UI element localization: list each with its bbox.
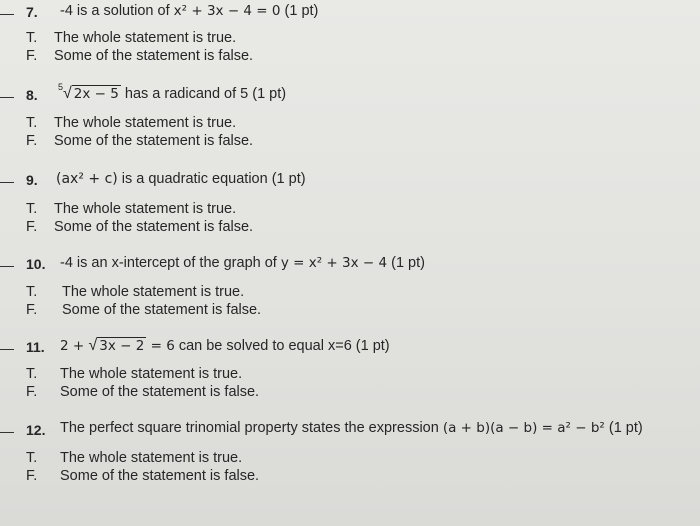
option-false: F. Some of the statement is false. <box>26 468 260 484</box>
answer-blank[interactable] <box>0 14 14 15</box>
question-stem: (ax² + c) is a quadratic equation (1 pt) <box>56 171 306 187</box>
question-stem: 2 + √ 3x − 2 = 6 can be solved to equal x=6 (1 pt) <box>60 337 390 354</box>
option-false: F. Some of the statement is false. <box>26 133 254 149</box>
question-stem: -4 is a solution of x² + 3x − 4 = 0 (1 pt) <box>60 3 319 19</box>
answer-blank[interactable] <box>0 432 14 433</box>
option-false: F. Some of the statement is false. <box>26 384 260 400</box>
equation: y = x² + 3x − 4 <box>280 255 388 271</box>
option-true: T. The whole statement is true. <box>26 450 243 466</box>
equation: x² + 3x − 4 = 0 <box>173 3 281 19</box>
question-stem: $^5$√ 2x − 5 has a radicand of 5 (1 pt) <box>58 82 287 102</box>
radicand: 3x − 2 <box>99 338 145 354</box>
question-number: 9. <box>26 172 38 188</box>
option-true: T. The whole statement is true. <box>26 366 243 382</box>
question-number: 8. <box>26 87 38 103</box>
root-index: 5 <box>58 82 64 92</box>
question-number: 7. <box>26 4 38 20</box>
option-true: T. The whole statement is true. <box>26 284 245 300</box>
radical-sign: √ <box>88 337 98 354</box>
option-true: T. The whole statement is true. <box>26 201 237 217</box>
option-false: F. Some of the statement is false. <box>26 219 254 235</box>
option-true: T. The whole statement is true. <box>26 30 237 46</box>
expression: (ax² + c) <box>56 171 118 187</box>
answer-blank[interactable] <box>0 266 14 267</box>
radical-sign: √ <box>63 85 72 102</box>
equation: (a + b)(a − b) = a² − b² <box>442 420 605 436</box>
question-number: 12. <box>26 422 46 438</box>
question-number: 11. <box>26 339 45 355</box>
option-false: F. Some of the statement is false. <box>26 302 262 318</box>
option-true: T. The whole statement is true. <box>26 115 237 131</box>
answer-blank[interactable] <box>0 97 14 98</box>
radicand: 2x − 5 <box>73 86 119 102</box>
answer-blank[interactable] <box>0 182 14 183</box>
question-number: 10. <box>26 256 46 272</box>
question-stem: -4 is an x-intercept of the graph of y = x² + 3x − 4 (1 pt) <box>60 255 425 271</box>
option-false: F. Some of the statement is false. <box>26 48 254 64</box>
answer-blank[interactable] <box>0 349 14 350</box>
question-stem: The perfect square trinomial property states the expression (a + b)(a − b) = a² − b² (1 pt) <box>60 420 643 436</box>
